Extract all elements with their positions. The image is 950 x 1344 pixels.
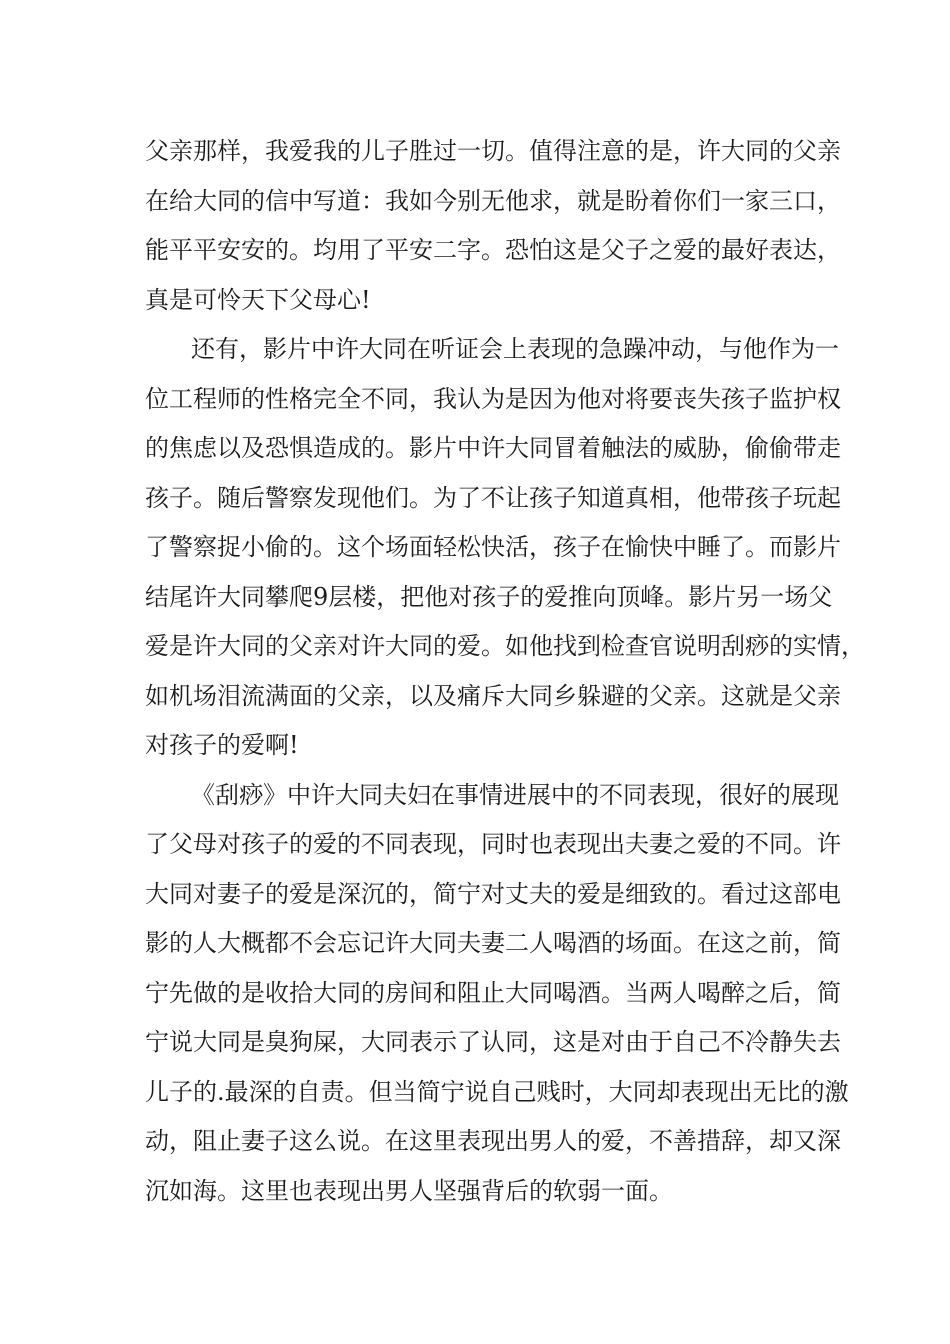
text-line: 影的人大概都不会忘记许大同夫妻二人喝酒的场面。在这之前，简 (145, 929, 841, 957)
text-line: 儿子的.最深的自责。但当简宁说自己贱时，大同却表现出无比的激 (145, 1077, 849, 1106)
text-line: 父亲那样，我爱我的儿子胜过一切。值得注意的是，许大同的父亲 (145, 137, 841, 165)
text-line: 爱是许大同的父亲对许大同的爱。如他找到检查官说明刮痧的实情， (145, 632, 865, 660)
paragraph-start-line: 《刮痧》中许大同夫妇在事情进展中的不同表现，很好的展现 (191, 780, 839, 809)
text-line: 在给大同的信中写道：我如今别无他求，就是盼着你们一家三口， (145, 186, 841, 215)
text-line: 的焦虑以及恐惧造成的。影片中许大同冒着触法的威胁，偷偷带走 (145, 434, 841, 462)
text-line: 孩子。随后警察发现他们。为了不让孩子知道真相，他带孩子玩起 (145, 483, 841, 512)
text-line: 了父母对孩子的爱的不同表现，同时也表现出夫妻之爱的不同。许 (145, 830, 841, 858)
text-line: 沉如海。这里也表现出男人坚强背后的软弱一面。 (145, 1176, 673, 1205)
text-line: 大同对妻子的爱是深沉的，简宁对丈夫的爱是细致的。看过这部电 (145, 879, 841, 908)
text-line: 能平平安安的。均用了平安二字。恐怕这是父子之爱的最好表达， (145, 236, 841, 264)
text-line: 真是可怜天下父母心! (145, 285, 371, 314)
text-line: 宁先做的是收拾大同的房间和阻止大同喝酒。当两人喝醉之后，简 (145, 978, 841, 1007)
text-line: 了警察捉小偷的。这个场面轻松快活，孩子在愉快中睡了。而影片 (145, 533, 841, 561)
text-line: 宁说大同是臭狗屎，大同表示了认同，这是对由于自己不冷静失去 (145, 1028, 841, 1056)
text-line: 如机场泪流满面的父亲，以及痛斥大同乡躲避的父亲。这就是父亲 (145, 681, 841, 710)
text-line: 结尾许大同攀爬9层楼，把他对孩子的爱推向顶峰。影片另一场父 (145, 582, 833, 611)
text-line: 动，阻止妻子这么说。在这里表现出男人的爱，不善措辞，却又深 (145, 1127, 841, 1155)
text-line: 位工程师的性格完全不同，我认为是因为他对将要丧失孩子监护权 (145, 384, 841, 413)
paragraph-start-line: 还有，影片中许大同在听证会上表现的急躁冲动，与他作为一 (191, 335, 839, 363)
body-text (145, 127, 865, 1216)
text-line: 对孩子的爱啊! (145, 731, 299, 759)
